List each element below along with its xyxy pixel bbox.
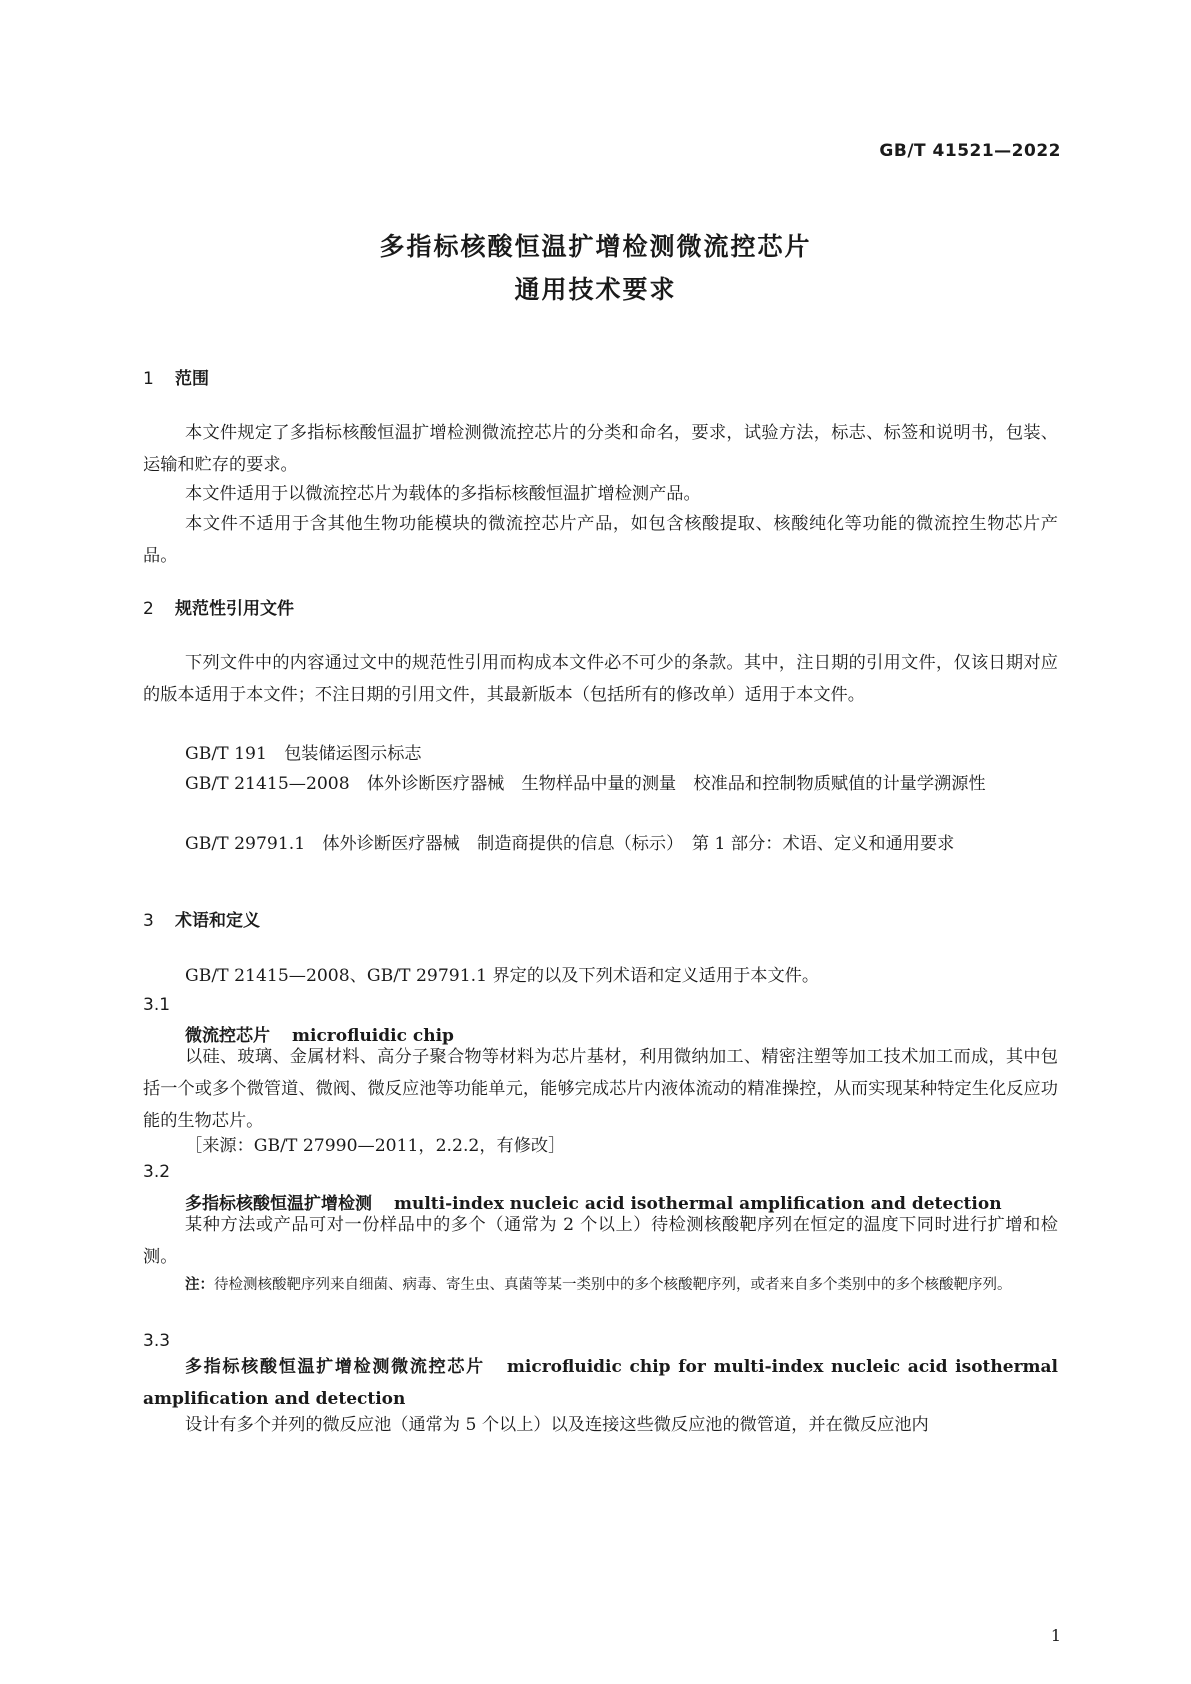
term-3-2-definition: 某种方法或产品可对一份样品中的多个（通常为 2 个以上）待检测核酸靶序列在恒定的温度下同时进行扩增和检测。 xyxy=(143,1215,1058,1267)
section-1-heading xyxy=(143,364,209,389)
reference-gbt-191: GB/T 191 包装储运图示标志 xyxy=(185,744,422,764)
term-3-3-definition: 设计有多个并列的微反应池（通常为 5 个以上）以及连接这些微反应池的微管道，并在微反应池内 xyxy=(185,1415,929,1435)
terms-intro-paragraph: GB/T 21415—2008、GB/T 29791.1 界定的以及下列术语和定义适用于本文件。 xyxy=(185,966,820,986)
section-3-heading xyxy=(143,906,260,931)
section-number: 3 xyxy=(143,911,154,931)
term-3-2-note xyxy=(185,1272,1058,1299)
reference-gbt-21415: GB/T 21415—2008 体外诊断医疗器械 生物样品中量的测量 校准品和控制物质赋值的计量学溯源性 xyxy=(185,774,986,794)
note-body: 待检测核酸靶序列来自细菌、病毒、寄生虫、真菌等某一类别中的多个核酸靶序列，或者来自多个类别中的多个核酸靶序列。 xyxy=(214,1277,1012,1293)
note-label: 注： xyxy=(185,1277,214,1293)
term-3-3 xyxy=(143,1351,1058,1415)
normative-references-paragraph: 下列文件中的内容通过文中的规范性引用而构成本文件必不可少的条款。其中，注日期的引用文件，仅该日期对应的版本适用于本文件；不注日期的引用文件，其最新版本（包括所有的修改单）适用于本文件。 xyxy=(143,653,1058,705)
standard-code: GB/T 41521—2022 xyxy=(879,141,1061,161)
scope-paragraph-3: 本文件不适用于含其他生物功能模块的微流控芯片产品，如包含核酸提取、核酸纯化等功能的微流控生物芯片产品。 xyxy=(143,514,1058,566)
term-number: 3.2 xyxy=(143,1162,171,1182)
term-3-1-definition: 以硅、玻璃、金属材料、高分子聚合物等材料为芯片基材，利用微纳加工、精密注塑等加工技术加工而成，其中包括一个或多个微管道、微阀、微反应池等功能单元，能够完成芯片内液体流动的精准操控，从而实现某种特定生化反应功能的生物芯片。 xyxy=(143,1047,1058,1131)
section-number: 2 xyxy=(143,599,154,619)
term-3-1-source: ［来源：GB/T 27990—2011，2.2.2，有修改］ xyxy=(185,1136,566,1156)
reference-gbt-29791: GB/T 29791.1 体外诊断医疗器械 制造商提供的信息（标示） 第 1 部分：术语、定义和通用要求 xyxy=(185,834,955,854)
document-title-line-2: 通用技术要求 xyxy=(514,275,677,304)
scope-paragraph-1: 本文件规定了多指标核酸恒温扩增检测微流控芯片的分类和命名，要求，试验方法，标志、标签和说明书，包装、运输和贮存的要求。 xyxy=(143,423,1058,475)
section-title: 术语和定义 xyxy=(175,911,260,931)
section-2-heading xyxy=(143,594,294,619)
section-title: 规范性引用文件 xyxy=(175,599,294,619)
term-number: 3.1 xyxy=(143,995,171,1015)
term-zh: 多指标核酸恒温扩增检测微流控芯片 xyxy=(185,1357,485,1377)
scope-paragraph-2: 本文件适用于以微流控芯片为载体的多指标核酸恒温扩增检测产品。 xyxy=(185,484,701,504)
term-en: multi-index nucleic acid isothermal amplification and detection xyxy=(394,1194,1002,1214)
document-title-line-1: 多指标核酸恒温扩增检测微流控芯片 xyxy=(379,232,812,261)
page-number: 1 xyxy=(1050,1626,1061,1645)
term-zh: 多指标核酸恒温扩增检测 xyxy=(185,1194,372,1214)
section-number: 1 xyxy=(143,369,154,389)
term-zh: 微流控芯片 xyxy=(185,1026,270,1046)
term-number: 3.3 xyxy=(143,1331,171,1351)
term-en: microfluidic chip xyxy=(292,1026,454,1046)
term-en: microfluidic chip for multi-index nucleic acid isothermal amplification and detection xyxy=(143,1357,1058,1409)
section-title: 范围 xyxy=(175,369,209,389)
